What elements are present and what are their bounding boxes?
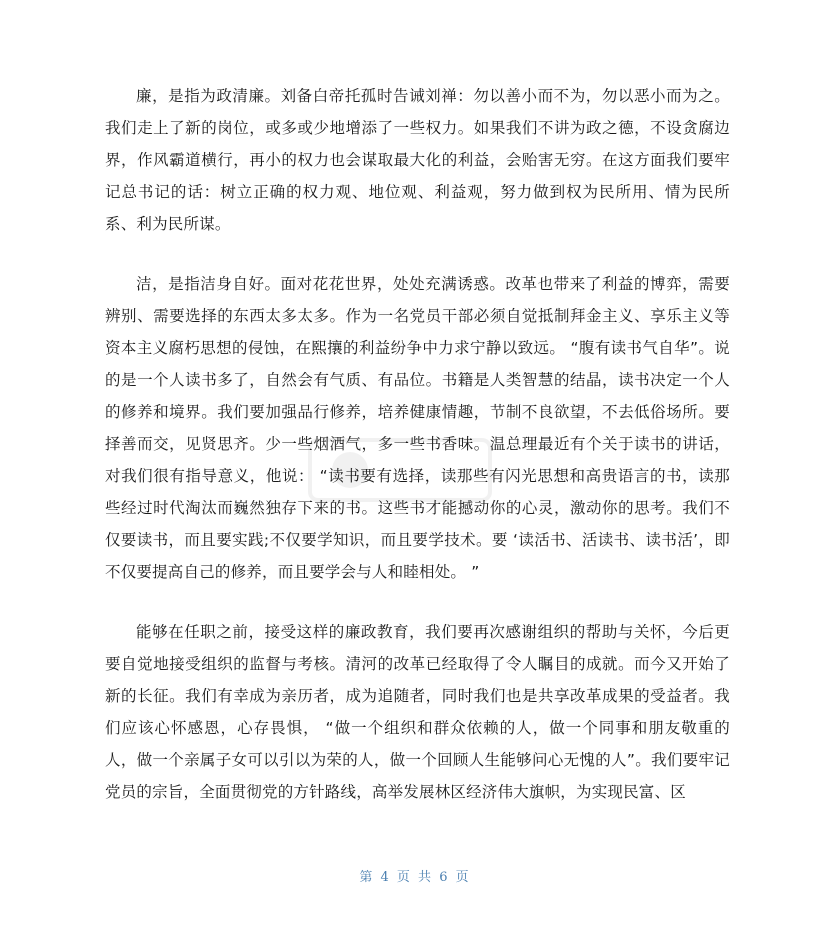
page-number-footer: 第 4 页 共 6 页 <box>359 870 471 885</box>
paragraph-lian: 廉，是指为政清廉。刘备白帝托孤时告诫刘禅：勿以善小而不为，勿以恶小而为之。我们走上了新的岗位，或多或少地增添了一些权力。如果我们不讲为政之德，不设贪腐边界，作风霸道横行，再小的权力也会谋取最大化的利益，会贻害无穷。在这方面我们要牢记总书记的话：树立正确的权力观、地位观、利益观，努力做到权为民所用、情为民所系、利为民所谋。 <box>105 87 730 233</box>
paragraph-jie: 洁，是指洁身自好。面对花花世界，处处充满诱惑。改革也带来了利益的博弈，需要辨别、需要选择的东西太多太多。作为一名党员干部必须自觉抵制拜金主义、享乐主义等资本主义腐朽思想的侵蚀，在熙攘的利益纷争中力求宁静以致远。 “腹有读书气自华”。说的是一个人读书多了，自然会有气质、有品位。书籍是人类智慧的结晶，读书决定一个人的修养和境界。我们要加强品行修养，培养健康情趣，节制不良欲望，不去低俗场所。要择善而交，见贤思齐。少一些烟酒气，多一些书香味。温总理最近有个关于读书的讲话，对我们很有指导意义，他说： “读书要有选择，读那些有闪光思想和高贵语言的书，读那些经过时代淘汰而巍然独存下来的书。这些书才能撼动你的心灵，激动你的思考。我们不仅要读书，而且要实践;不仅要学知识，而且要学技术。要 ‘读活书、活读书、读书活’，即不仅要提高自己的修养，而且要学会与人和睦相处。 ” <box>105 275 730 581</box>
document-body <box>105 80 730 836</box>
paragraph-conclusion: 能够在任职之前，接受这样的廉政教育，我们要再次感谢组织的帮助与关怀，今后更要自觉地接受组织的监督与考核。清河的改革已经取得了令人瞩目的成就。而今又开始了新的长征。我们有幸成为亲历者，成为追随者，同时我们也是共享改革成果的受益者。我们应该心怀感恩，心存畏惧， “做一个组织和群众依赖的人，做一个同事和朋友敬重的人，做一个亲属子女可以引以为荣的人，做一个回顾人生能够问心无愧的人”。我们要牢记党员的宗旨，全面贯彻党的方针路线，高举发展林区经济伟大旗帜，为实现民富、区 <box>105 623 730 801</box>
